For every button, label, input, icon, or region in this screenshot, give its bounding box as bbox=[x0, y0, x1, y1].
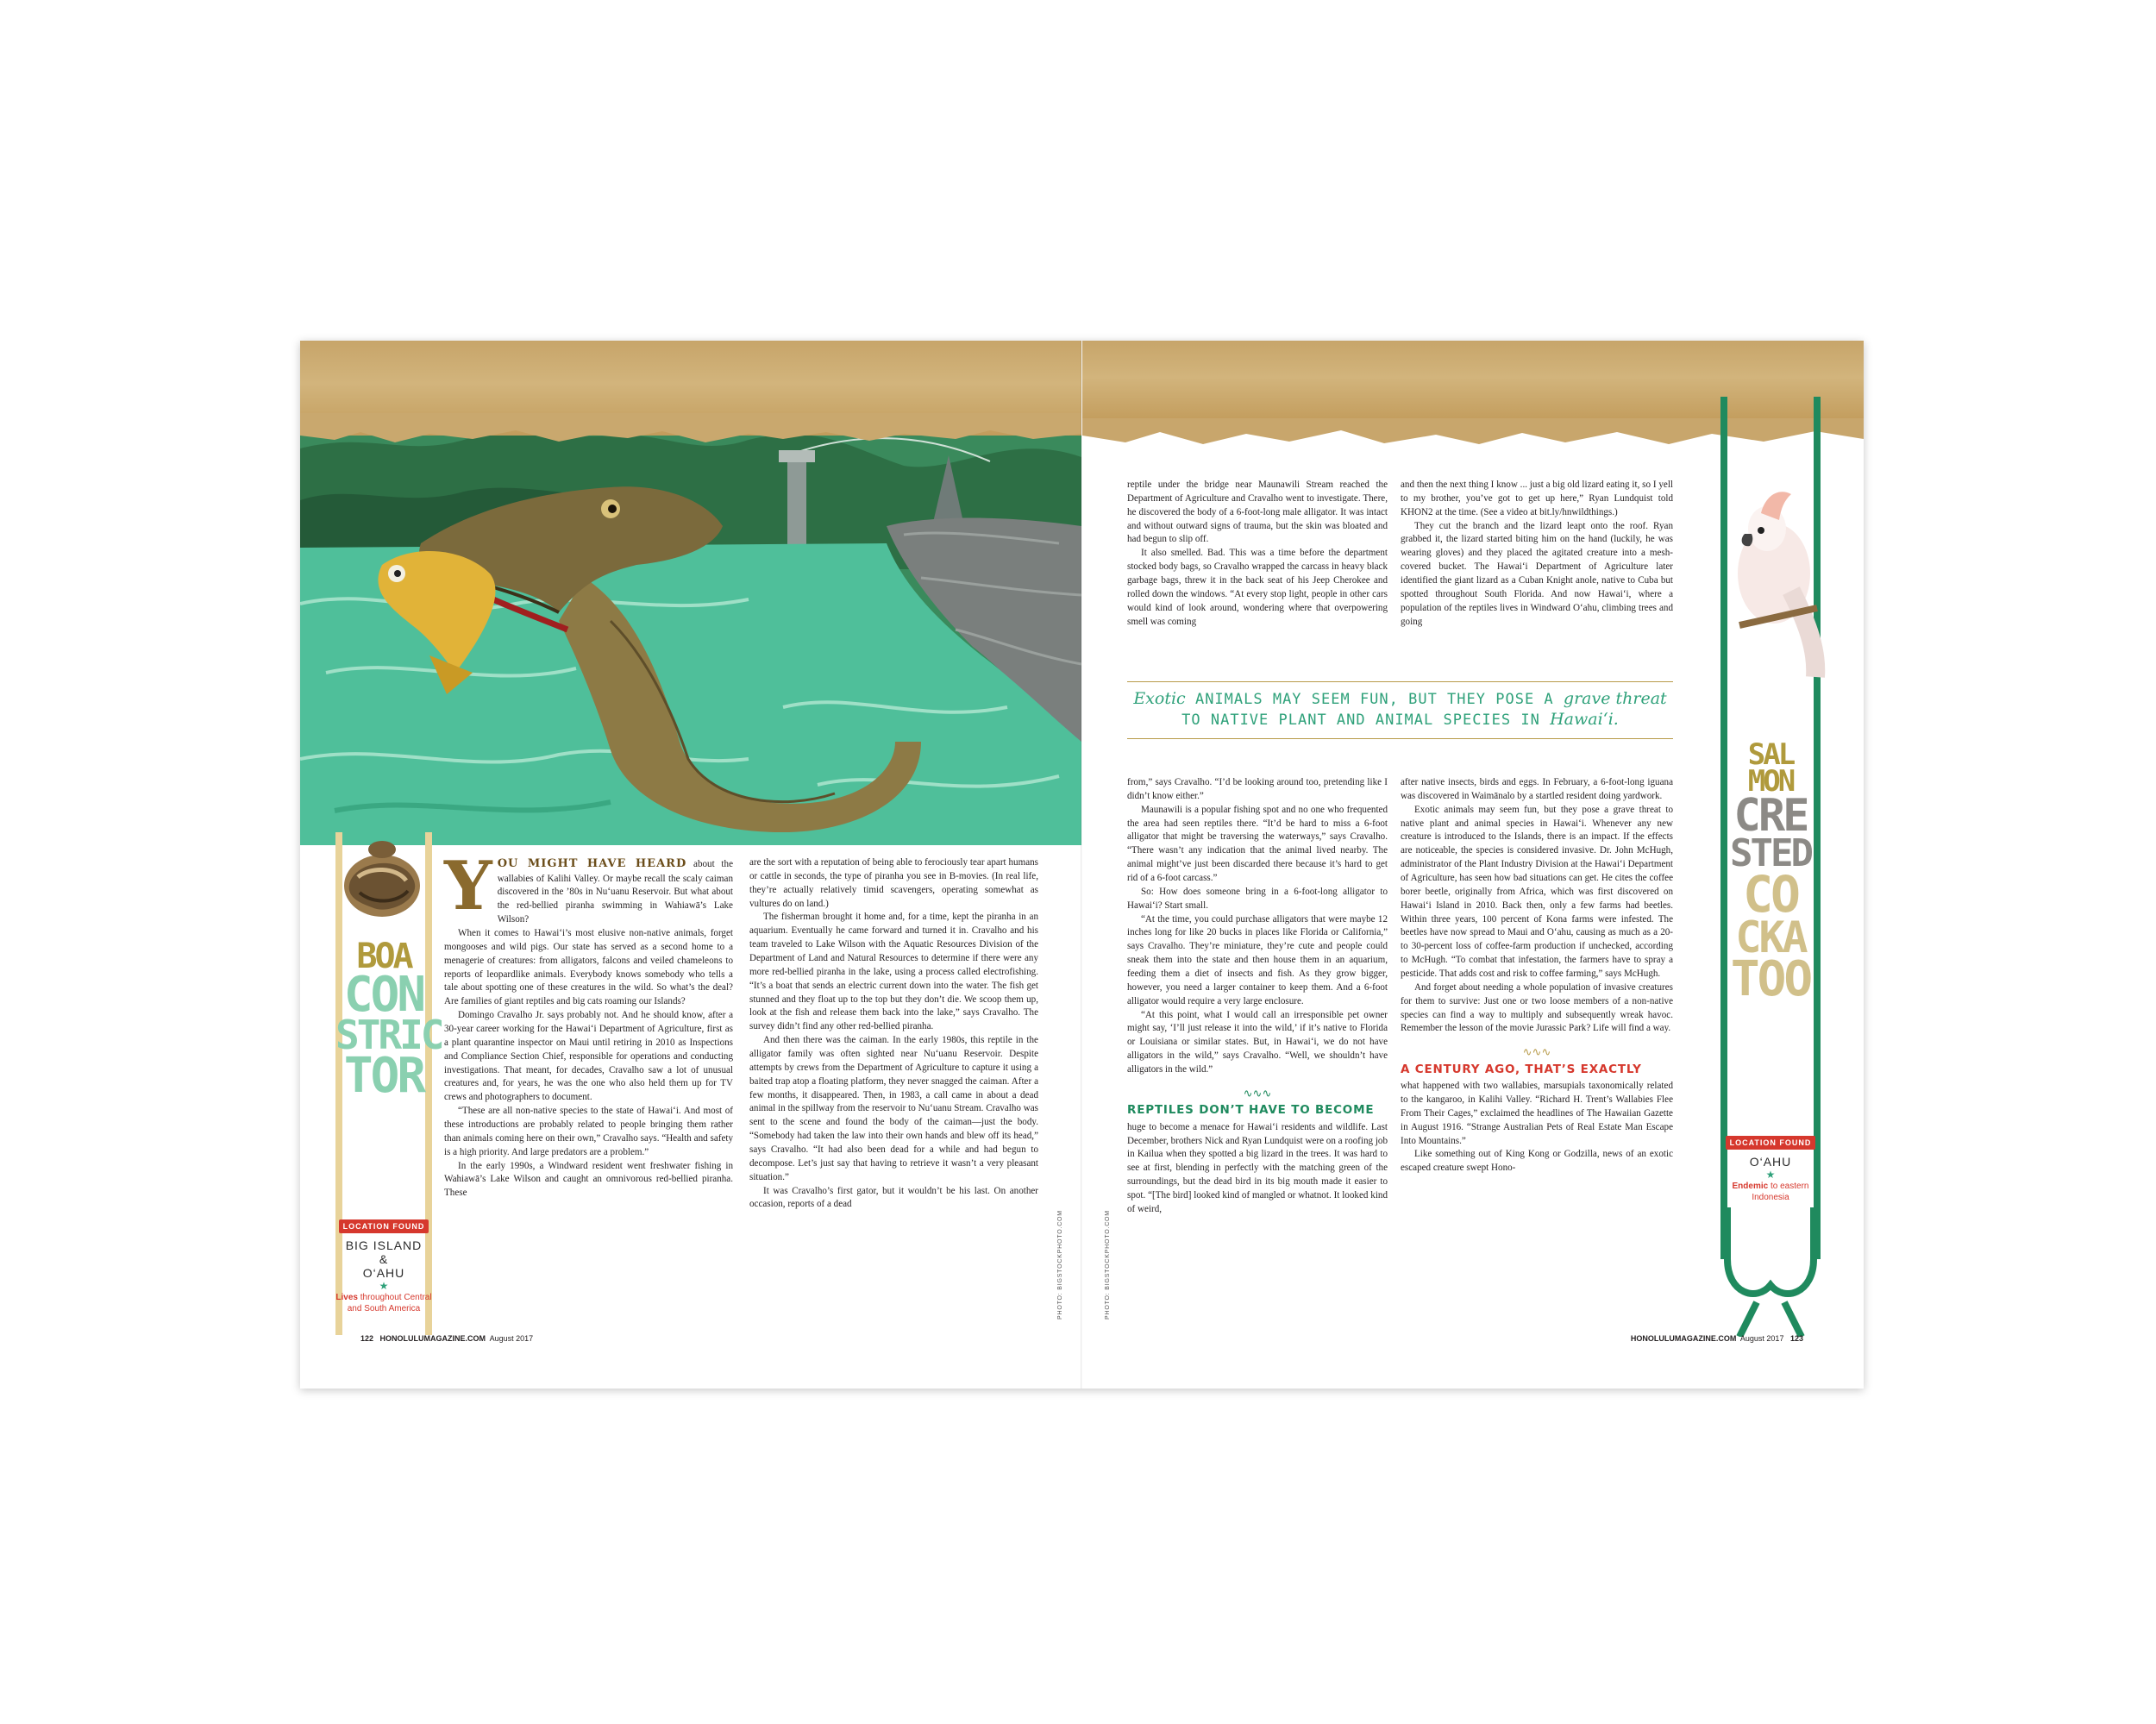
boa-location-line-3: O‘AHU bbox=[362, 1266, 405, 1281]
cockatoo-note-lead: Endemic bbox=[1732, 1182, 1769, 1192]
lead-in: OU MIGHT HAVE HEARD bbox=[497, 857, 687, 870]
ribbon-tail-icon bbox=[1705, 1207, 1836, 1337]
cockatoo-title-line-3: CRE bbox=[1733, 789, 1808, 842]
right-column-2-top bbox=[1401, 479, 1673, 629]
boa-title bbox=[335, 937, 442, 1104]
cockatoo-sidebar bbox=[1705, 397, 1836, 1337]
right-col2-bottom-para-3: And forget about needing a whole population of invasive creatures for them to survive: Just one or two loose members of a non-native species can find a way to multiply and subsequently wreak havoc. Remember the lesson of the movie Jurassic Park? Life will find a way. bbox=[1401, 981, 1673, 1034]
right-col2-bottom-para-1: after native insects, birds and eggs. In February, a 6-foot-long iguana was discovered in Waimānalo by a startled resident doing yardwork. bbox=[1401, 777, 1673, 801]
boa-location bbox=[335, 1218, 432, 1314]
pull-quote bbox=[1127, 681, 1673, 739]
folio-left-site: HONOLULUMAGAZINE.COM bbox=[379, 1334, 486, 1343]
boa-habitat-note bbox=[335, 1293, 432, 1314]
boa-title-line-3: STRIC bbox=[335, 1012, 442, 1059]
boa-location-line-1: BIG ISLAND bbox=[345, 1238, 423, 1252]
boa-note-lead: Lives bbox=[335, 1293, 358, 1303]
cockatoo-title-line-1: SAL bbox=[1747, 737, 1794, 772]
left-col1-para-1: about the wallabies of Kalihi Valley. Or maybe recall the scaly caiman discovered in the ’80s in Nu‘uanu Reservoir. But what about the red-bellied piranha swimming in Wahiawā’s Lake Wilson? bbox=[497, 859, 733, 925]
article-opening bbox=[444, 847, 733, 927]
drop-cap: Y bbox=[444, 847, 492, 925]
pull-quote-word-1: Exotic bbox=[1133, 689, 1186, 708]
right-col1-top-para-1: reptile under the bridge near Maunawili Stream reached the Department of Agriculture and Cravalho went to investigate. There, he discovered the body of a 6-foot-long male alligator. It was intact and without outward signs of trauma, but the skin was bloated and had begun to slip off. bbox=[1127, 480, 1388, 545]
pull-quote-text-2: TO NATIVE PLANT AND ANIMAL SPECIES IN bbox=[1181, 711, 1540, 729]
folio-right-site: HONOLULUMAGAZINE.COM bbox=[1630, 1334, 1737, 1343]
folio-right bbox=[1631, 1334, 1803, 1343]
pull-quote-word-3: Hawai‘i. bbox=[1550, 709, 1619, 729]
folio-left-date: August 2017 bbox=[489, 1334, 534, 1343]
cockatoo-note-rest: to eastern Indonesia bbox=[1752, 1182, 1809, 1202]
right-column-1-bottom bbox=[1127, 776, 1388, 1217]
right-col1-bottom-para-3: So: How does someone bring in a 6-foot-long alligator to Hawai‘i? Start small. bbox=[1127, 886, 1388, 911]
cockatoo-habitat-note bbox=[1720, 1182, 1821, 1203]
boa-title-line-1: BOA bbox=[356, 937, 411, 976]
left-col1-para-5: In the early 1990s, a Windward resident went freshwater fishing in Wahiawā’s Lake Wilson and caught an omnivorous red-bellied piranha. These bbox=[444, 1160, 733, 1199]
page-right bbox=[1082, 341, 1864, 1389]
left-col1-para-2: When it comes to Hawai‘i’s most elusive non-native animals, forget mongooses and wild pigs. Our state has served as a second home to a menagerie of creatures: from alligators, falcons and veiled chameleons to reports of leopardlike animals. Everybody knows somebody who tells a tale about spotting one of these creatures in the wild. So what’s the deal? Are families of giant reptiles and big cats roaming our Islands? bbox=[444, 928, 733, 1007]
boa-location-banner: LOCATION FOUND bbox=[339, 1219, 429, 1233]
folio-right-page-number: 123 bbox=[1789, 1334, 1803, 1343]
left-col2-para-1: are the sort with a reputation of being able to ferociously tear apart humans or cattle in seconds, the type of piranha you see in B-movies. (In real life, they’re actually relatively timid scavengers, operating somewhat as vultures do on land.) bbox=[749, 857, 1038, 909]
boa-location-line-2: & bbox=[379, 1252, 389, 1267]
boa-constrictor-photo bbox=[329, 825, 425, 929]
page-left bbox=[300, 341, 1081, 1389]
star-icon: ★ bbox=[379, 1280, 389, 1293]
right-col1-top-para-2: It also smelled. Bad. This was a time before the department stocked body bags, so Cravalho wrapped the carcass in heavy black garbage bags, threw it in the back seat of his Jeep Cherokee and rolled down the windows. “At every stop light, people in other cars would kind of look around, wondering where that overpowering smell was coming bbox=[1127, 548, 1388, 627]
folio-left bbox=[360, 1334, 533, 1343]
cockatoo-location-banner: LOCATION FOUND bbox=[1726, 1136, 1816, 1150]
cockatoo-title bbox=[1720, 737, 1821, 1008]
star-icon: ★ bbox=[1765, 1169, 1776, 1182]
left-col2-para-4: It was Cravalho’s first gator, but it wouldn’t be his last. On another occasion, reports of a dead bbox=[749, 1185, 1038, 1210]
right-col1-bottom-para-1: from,” says Cravalho. “I’d be looking around too, pretending like I didn’t know either.” bbox=[1127, 777, 1388, 801]
boa-note-rest: throughout Central and South America bbox=[347, 1293, 432, 1313]
right-col2-top-para-2: They cut the branch and the lizard leapt onto the roof. Ryan grabbed it, the lizard started biting him on the hand (luckily, he was wearing gloves) and they placed the agitated creature into a mesh-covered bucket. The Hawai‘i Department of Agriculture later identified the giant lizard as a Cuban Knight anole, native to Cuba but spotted throughout South Florida. And now Hawai‘i, where a population of the reptiles lives in Windward O‘ahu, climbing trees and going bbox=[1401, 520, 1673, 627]
cockatoo-location-line-1: O‘AHU bbox=[1749, 1155, 1792, 1169]
right-col1-bottom-para-4: “At the time, you could purchase alligators that were maybe 12 inches long for like 20 bucks in places like Florida or California,” says Cravalho. They’re miniature, they’re cute and people could sneak them into the state and then house them in an aquarium, feeding them a diet of insects and fish. As they grow bigger, however, you need a larger container to keep them. And a 6-foot alligator would require a very large enclosure. bbox=[1127, 913, 1388, 1006]
photo-credit-right: PHOTO: BIGSTOCKPHOTO.COM bbox=[1105, 1210, 1111, 1320]
left-col2-para-3: And then there was the caiman. In the early 1980s, this reptile in the alligator family was often sighted near Nu‘uanu Reservoir. Despite attempts by crews from the Department of Agriculture to capture it using a baited trap atop a floating platform, they never snagged the caiman. After a few months, it disappeared. Then, in 1983, a call came in about a dead animal in the spillway from the reservoir to Nu‘uanu Stream. Cravalho was sent to the scene and found the body of the caiman—just the body. “Somebody had taken the law into their own hands and blew off its head,” says Cravalho. “It had also been dead for a while and had begun to decompose. Let’s just say that having to retrieve it wasn’t a very pleasant situation.” bbox=[749, 1035, 1038, 1182]
cockatoo-title-line-7: TOO bbox=[1730, 951, 1811, 1008]
left-col1-para-4: “These are all non-native species to the state of Hawai‘i. And most of these introductions are probably related to people bringing them rather than animals coming here on their own,” Cravalho says. “Health and safety is a high priority. And large predators are a problem.” bbox=[444, 1106, 733, 1157]
cockatoo-photo bbox=[1714, 479, 1845, 686]
photo-credit-left: PHOTO: BIGSTOCKPHOTO.COM bbox=[1057, 1210, 1063, 1320]
right-col1-bottom-after: huge to become a menace for Hawai‘i residents and wildlife. Last December, brothers Nick and Ryan Lundquist were on a roofing job in Kailua when they spotted a big lizard in the trees. It was hard to see at first, blending in perfectly with the matching green of the surroundings, but the dead bird in its big mouth made it easier to spot. “[The bird] looked kind of mangled or whatnot. It looked kind of weird, bbox=[1127, 1121, 1388, 1214]
boa-sidebar bbox=[335, 832, 442, 1335]
spread-gutter bbox=[1081, 341, 1082, 1389]
caiman-illustration bbox=[300, 397, 1081, 845]
right-column-1-top bbox=[1127, 479, 1388, 629]
left-col1-para-3: Domingo Cravalho Jr. says probably not. And he should know, after a 30-year career working for the Hawai‘i Department of Agriculture, first as a plant quarantine inspector on Maui until retiring in 2010 as Inspections and Compliance Section Chief, responsible for operations and conducting investigations. That meant, for decades, Cravalho saw a lot of unusual creatures and, for years, he was the one who also held them up for TV crews and photographers to document. bbox=[444, 1010, 733, 1103]
left-column-1 bbox=[444, 847, 733, 1201]
caiman-illustration-art bbox=[300, 397, 1081, 845]
pull-quote-word-2: grave threat bbox=[1563, 689, 1667, 708]
right-col2-top-para-1: and then the next thing I know ... just a big old lizard eating it, so I yell to my brother, you’ve got to get up here,” Ryan Lundquist told KHON2 at the time. (See a video at bit.ly/hnwildthings.) bbox=[1401, 480, 1673, 517]
right-col2-bottom-after-1: what happened with two wallabies, marsupials taxonomically related to the kangaroo, in Kalihi Valley. “Richard H. Trent’s Wallabies Flee From Their Cages,” exclaimed the headlines of The Hawaiian Gazette in August 1916. “Strange Australian Pets of Real Estate Man Escape Into Mountains.” bbox=[1401, 1081, 1673, 1146]
section-ornament-icon: ∿∿∿ bbox=[1243, 1086, 1272, 1100]
right-col2-bottom-after-2: Like something out of King Kong or Godzilla, news of an exotic escaped creature swept Hono- bbox=[1401, 1149, 1673, 1174]
magazine-spread bbox=[300, 341, 1864, 1389]
cockatoo-title-line-6: CKA bbox=[1735, 912, 1806, 963]
pull-quote-text-1: ANIMALS MAY SEEM FUN, BUT THEY POSE A bbox=[1194, 691, 1554, 708]
right-col2-bottom-para-2: Exotic animals may seem fun, but they pose a grave threat to native plant and animal species in Hawai‘i. Whenever any new creature is introduced to the Islands, there is an impact. If the effects are noticeable, the species is considered invasive. Dr. John McHugh, administrator of the Plant Industry Division at the Hawai‘i Department of Agriculture, has seen how bad situations can get. He cites the coffee borer beetle, originally from Africa, which was first discovered on Hawai‘i Island in 2010. Back then, only a few farms had beetles. Within three years, 100 percent of Kona farms were infested. The beetles have now spread to Maui and O‘ahu, causing as much as a 20- to 30-percent loss of coffee-farm production if unchecked, according to McHugh. “To combat that infestation, the farmers have to spray a pesticide. That adds cost and risk to coffee farming,” says McHugh. bbox=[1401, 804, 1673, 980]
cockatoo-title-line-5: CO bbox=[1743, 864, 1798, 924]
right-col1-bottom-para-5: “At this point, what I would call an irresponsible pet owner might say, ‘I’ll just release it into the wild,’ if it’s native to Florida or Louisiana or similar states. But, in Hawai‘i, we do not have alligators in the wild,” says Cravalho. “Well, we shouldn’t have alligators in the wild.” bbox=[1127, 1009, 1388, 1075]
boa-title-line-2: CON bbox=[343, 966, 424, 1023]
cockatoo-location bbox=[1720, 1134, 1821, 1203]
folio-right-date: August 2017 bbox=[1739, 1334, 1784, 1343]
section-ornament-icon-2: ∿∿∿ bbox=[1522, 1045, 1551, 1059]
boa-title-line-4: TOR bbox=[343, 1047, 424, 1104]
cockatoo-title-line-2: MON bbox=[1747, 764, 1794, 799]
left-col2-para-2: The fisherman brought it home and, for a time, kept the piranha in an aquarium. Eventually he came forward and turned it in. Cravalho and his team traveled to Lake Wilson with the Aquatic Resources Division of the Department of Land and Natural Resources to determine if there were any more red-bellied piranha in the lake, using a process called electrofishing. “It’s a boat that sends an electric current down into the water. The fish get stunned and they float up to the top but they don’t die. We scoop them up, look at the fish and release them back into the lake,” says Cravalho. The survey didn’t find any other red-bellied piranha. bbox=[749, 912, 1038, 1032]
subhead-reptiles: REPTILES DON’T HAVE TO BECOME bbox=[1127, 1103, 1375, 1118]
torn-paper-edge bbox=[300, 413, 1081, 455]
left-column-2 bbox=[749, 856, 1038, 1212]
right-col1-bottom-para-2: Maunawili is a popular fishing spot and no one who frequented the area had seen reptiles there. “It’d be hard to miss a 6-foot alligator that might be traversing the waterways,” says Cravalho. “There wasn’t any indication that the animal lived nearby. The animal might’ve just been discarded there because it’s hard to get rid of a 6-foot carcass.” bbox=[1127, 804, 1388, 884]
cockatoo-title-line-4: STED bbox=[1730, 831, 1811, 876]
right-column-2-bottom bbox=[1401, 776, 1673, 1175]
subhead-century: A CENTURY AGO, THAT’S EXACTLY bbox=[1401, 1062, 1642, 1076]
folio-left-page-number: 122 bbox=[360, 1334, 374, 1343]
